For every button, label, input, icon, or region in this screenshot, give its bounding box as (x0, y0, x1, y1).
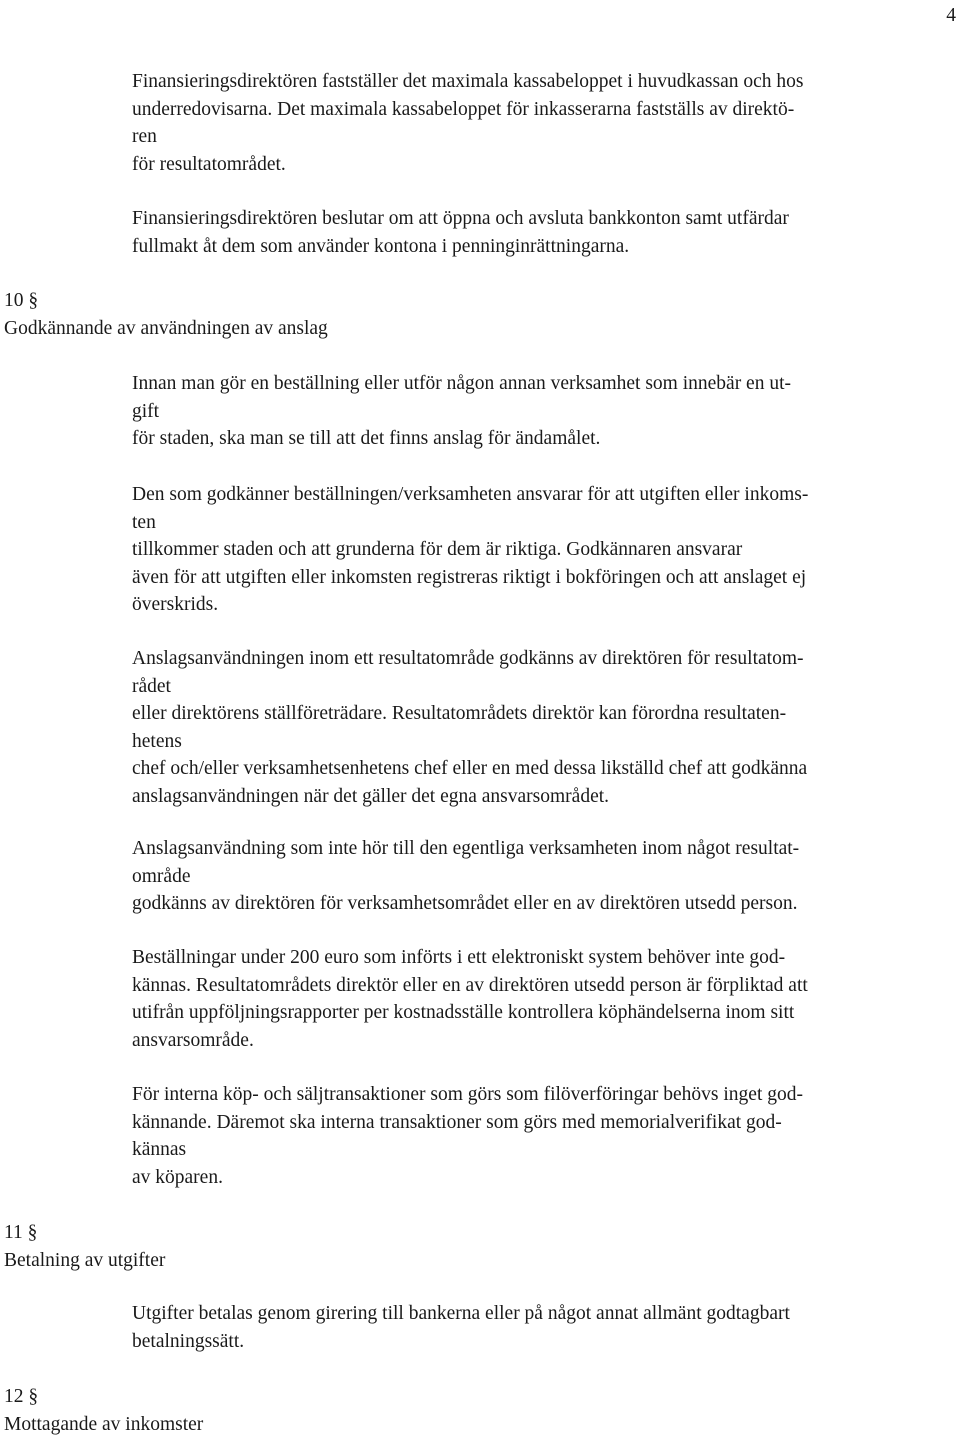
text-line: Den som godkänner beställningen/verksamheten ansvarar för att utgiften eller inkoms- (132, 484, 809, 505)
text-line: ansvarsområde. (132, 1029, 254, 1051)
section-12-heading (4, 1383, 203, 1438)
text-line: Anslagsanvändningen inom ett resultatområde godkänns av direktören för resultatom- (132, 648, 804, 669)
text-line: gift (132, 400, 160, 422)
section-10-heading (4, 287, 328, 342)
paragraph-payment-method (132, 1300, 958, 1355)
text-line: ren (132, 126, 157, 147)
text-line: Anslagsanvändning som inte hör till den egentliga verksamheten inom något resultat- (132, 838, 800, 859)
text-line: För interna köp- och säljtransaktioner som görs som filöverföringar behövs inget god- (132, 1084, 803, 1105)
text-line: Innan man gör en beställning eller utför någon annan verksamhet som innebär en ut- (132, 373, 792, 394)
paragraph-small-orders (132, 944, 958, 1054)
paragraph-approver-responsibility (132, 481, 958, 619)
section-title: Godkännande av användningen av anslag (4, 317, 328, 339)
text-line: område (132, 865, 191, 887)
section-title: Mottagande av inkomster (4, 1413, 204, 1435)
text-line: utifrån uppföljningsrapporter per kostnadsställe kontrollera köphändelserna inom sitt (132, 1002, 795, 1023)
paragraph-before-ordering (132, 370, 958, 453)
text-line: kännas. Resultatområdets direktör eller en av direktören utsedd person är förpliktad att (132, 974, 808, 996)
text-line: godkänns av direktören för verksamhetsområdet eller en av direktören utsedd person. (132, 893, 798, 914)
paragraph-cash-limits (132, 68, 958, 178)
text-line: Finansieringsdirektören fastställer det maximala kassabeloppet i huvudkassan och hos (132, 71, 804, 92)
text-line: även för att utgiften eller inkomsten registreras riktigt i bokföringen och att anslaget ej (132, 566, 807, 588)
section-11-heading (4, 1219, 165, 1274)
text-line: kännas (132, 1139, 187, 1160)
text-line: fullmakt åt dem som använder kontona i penninginrättningarna. (132, 235, 630, 257)
text-line: kännande. Däremot ska interna transaktioner som görs med memorialverifikat god- (132, 1111, 782, 1133)
paragraph-non-core-activity (132, 835, 958, 918)
text-line: ten (132, 511, 156, 533)
paragraph-internal-transactions (132, 1081, 958, 1191)
text-line: rådet (132, 675, 171, 697)
text-line: chef och/eller verksamhetsenhetens chef eller en med dessa likställd chef att godkänna (132, 758, 808, 779)
text-line: underredovisarna. Det maximala kassabeloppet för inkasserarna fastställs av direktö- (132, 98, 795, 120)
text-line: Finansieringsdirektören beslutar om att öppna och avsluta bankkonton samt utfärdar (132, 208, 789, 229)
text-line: av köparen. (132, 1166, 223, 1188)
paragraph-bank-accounts (132, 205, 958, 260)
text-line: tillkommer staden och att grunderna för dem är riktiga. Godkännaren ansvarar (132, 539, 743, 560)
text-line: Beställningar under 200 euro som införts i ett elektroniskt system behöver inte god- (132, 947, 786, 968)
section-number: 10 § (4, 290, 39, 311)
text-line: överskrids. (132, 594, 219, 615)
section-number: 11 § (4, 1222, 38, 1243)
section-title: Betalning av utgifter (4, 1249, 166, 1271)
paragraph-result-area-approval (132, 645, 958, 810)
text-line: eller direktörens ställföreträdare. Resultatområdets direktör kan förordna resultaten- (132, 703, 787, 724)
text-line: Utgifter betalas genom girering till bankerna eller på något annat allmänt godtagbart (132, 1303, 790, 1324)
text-line: för staden, ska man se till att det finns anslag för ändamålet. (132, 428, 601, 449)
text-line: hetens (132, 730, 182, 752)
page-number: 4 (946, 5, 956, 26)
text-line: anslagsanvändningen när det gäller det egna ansvarsområdet. (132, 785, 610, 807)
text-line: för resultatområdet. (132, 153, 286, 175)
section-number: 12 § (4, 1386, 39, 1407)
text-line: betalningssätt. (132, 1330, 245, 1352)
